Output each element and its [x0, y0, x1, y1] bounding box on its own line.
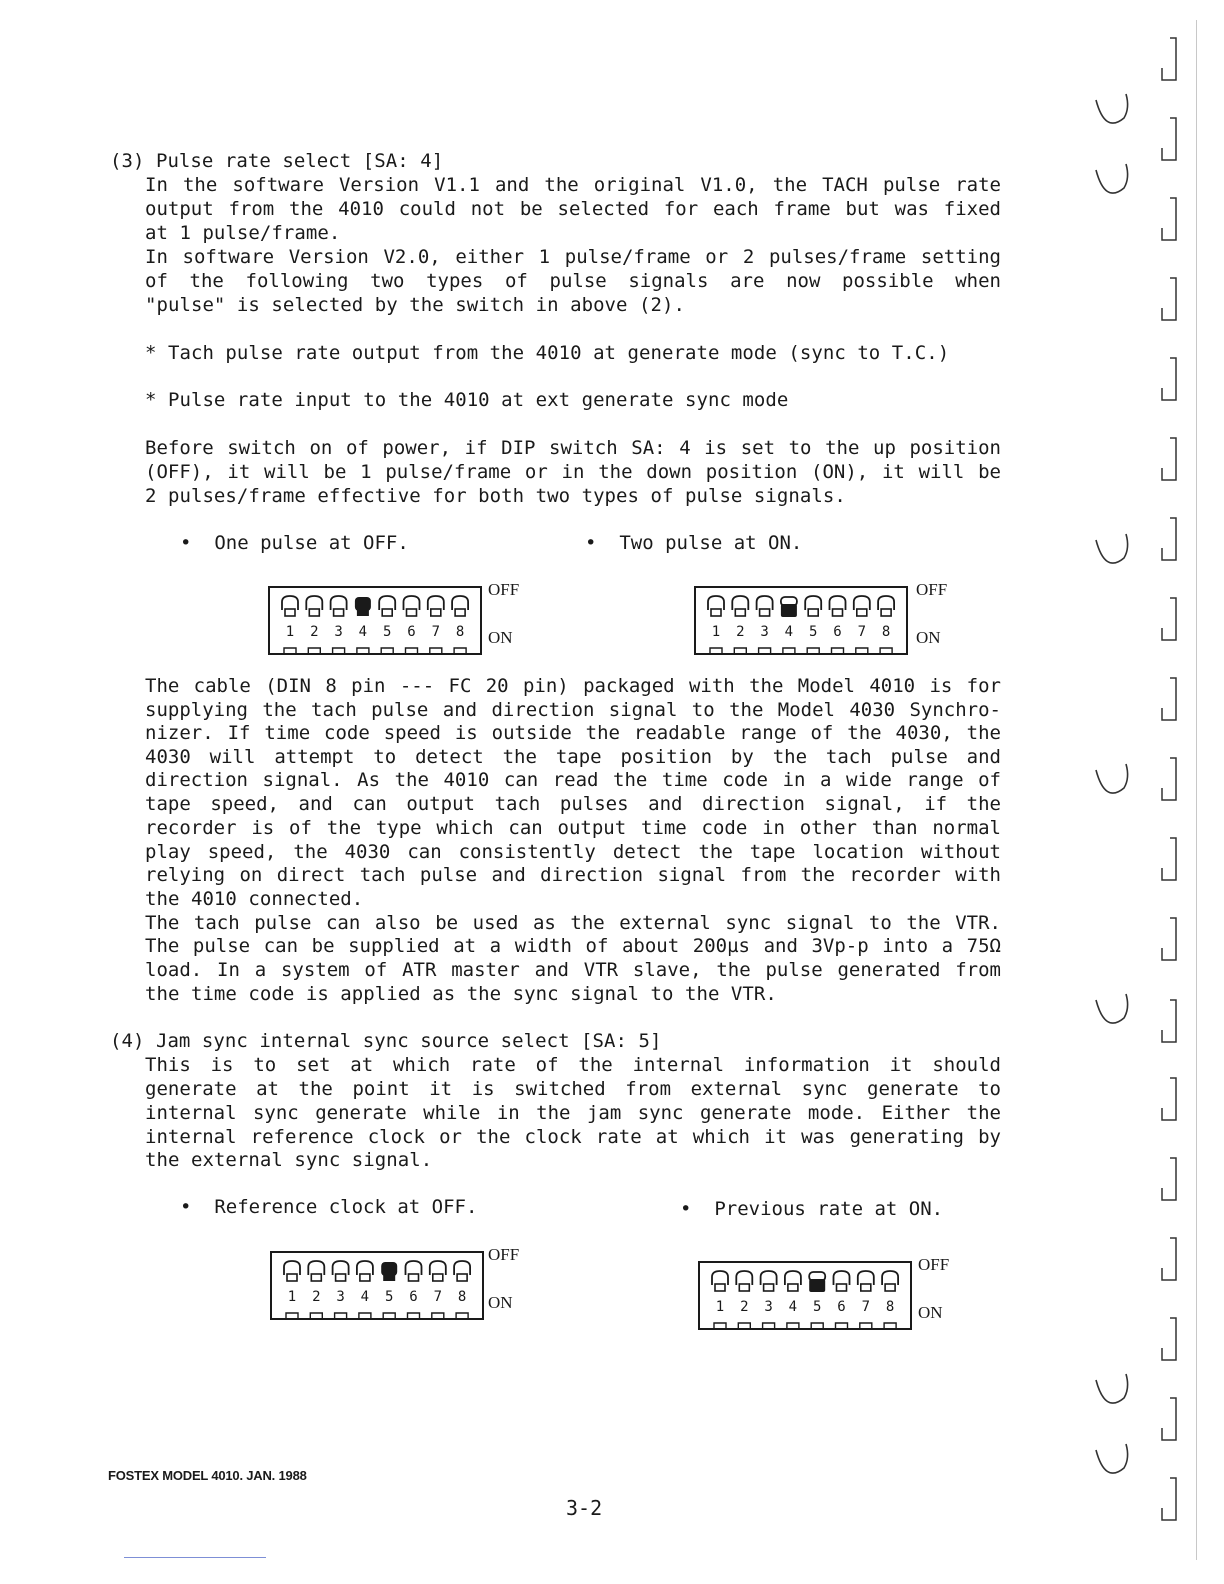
section-3-para2-line3: "pulse" is selected by the switch in above (2).	[145, 294, 685, 316]
bullet-previous-rate-text: Previous rate at ON.	[714, 1198, 944, 1220]
dip-number: 7	[857, 624, 867, 640]
dip-number: 2	[310, 624, 319, 640]
dip-number: 7	[431, 624, 441, 640]
dip-number: 3	[760, 624, 769, 640]
dip-switch-sa4-off	[268, 580, 568, 660]
dip-number: 3	[336, 1289, 345, 1305]
footer-rule	[124, 1557, 266, 1558]
dip-number: 2	[312, 1289, 321, 1305]
dip-switch-sa4-on	[694, 580, 994, 660]
section-3-para4-line7: recorder is of the type which can output time code in other than normal	[145, 817, 1001, 839]
dip-on-label: ON	[916, 628, 941, 647]
section-4-para1-line5: the external sync signal.	[145, 1149, 433, 1171]
dip-number: 1	[711, 624, 721, 640]
binder-bracket	[1162, 1398, 1176, 1440]
dip-switch-2	[736, 1271, 752, 1291]
dip-switch-2	[732, 596, 748, 616]
dip-switch-6	[404, 596, 420, 616]
dip-off-label: OFF	[918, 1255, 950, 1274]
binder-bracket	[1162, 198, 1176, 240]
dip-number: 3	[764, 1299, 773, 1315]
binder-bracket	[1162, 38, 1176, 80]
dip-number: 7	[433, 1289, 443, 1305]
dip-switch-3	[757, 596, 773, 616]
binder-bracket	[1162, 278, 1176, 320]
dip-number: 5	[384, 1289, 394, 1305]
dip-number: 6	[407, 624, 416, 640]
dip-number: 6	[833, 624, 842, 640]
dip-number: 4	[358, 624, 368, 640]
dip-number: 8	[457, 1289, 467, 1305]
dip-number: 6	[409, 1289, 418, 1305]
binder-hole-arc	[1096, 164, 1128, 193]
section-4-para1-line4: internal reference clock or the clock rate at which it was generating by	[145, 1126, 1001, 1148]
star-item-tach-output: * Tach pulse rate output from the 4010 at generate mode (sync to T.C.)	[145, 342, 950, 364]
section-3-para2-line1: In software Version V2.0, either 1 pulse/frame or 2 pulses/frame setting	[145, 246, 1001, 268]
section-3-para4-line2: supplying the tach pulse and direction signal to the Model 4030 Synchro-	[145, 699, 1001, 721]
dip-number: 8	[455, 624, 465, 640]
dip-on-label: ON	[488, 628, 513, 647]
bullet-one-pulse: • One pulse at OFF.	[180, 532, 409, 554]
dip-switch-8	[882, 1271, 898, 1291]
section-4-para1-line3: internal sync generate while in the jam sync generate mode. Either the	[145, 1102, 1001, 1124]
binder-bracket	[1162, 1318, 1176, 1360]
dip-housing	[695, 587, 907, 654]
dip-switch-2	[308, 1261, 324, 1281]
dip-number: 1	[285, 624, 295, 640]
section-3-para4-line5: direction signal. As the 4010 can read the time code in a wide range of	[145, 769, 1001, 791]
dip-switch-4	[357, 1261, 373, 1281]
binder-bracket	[1162, 358, 1176, 400]
dip-switch-5	[381, 1262, 397, 1281]
star-item-pulse-input: * Pulse rate input to the 4010 at ext generate sync mode	[145, 389, 789, 411]
section-3-para4-line9: relying on direct tach pulse and direction signal from the recorder with	[145, 864, 1001, 886]
dip-number: 2	[740, 1299, 749, 1315]
binder-hole-arc	[1096, 994, 1128, 1023]
dip-housing	[699, 1262, 911, 1329]
dip-switch-3	[333, 1261, 349, 1281]
dip-switch-5	[809, 1272, 825, 1292]
bullet-reference-clock: • Reference clock at OFF.	[180, 1196, 478, 1218]
section-3-para5-line4: the time code is applied as the sync signal to the VTR.	[145, 983, 777, 1005]
section-3-para1-line3: at 1 pulse/frame.	[145, 222, 341, 244]
bullet-reference-clock-text: Reference clock at OFF.	[214, 1196, 478, 1218]
dip-switch-sa5-on	[698, 1255, 998, 1335]
binder-hole-arc	[1096, 94, 1128, 123]
binder-bracket	[1162, 1478, 1176, 1520]
binder-hole-arc	[1096, 1444, 1128, 1473]
section-4-para1-line2: generate at the point it is switched from external sync generate to	[145, 1078, 1001, 1100]
section-3-para5-line3: load. In a system of ATR master and VTR slave, the pulse generated from	[145, 959, 1001, 981]
binder-bracket	[1162, 678, 1176, 720]
section-3-para4-line3: nizer. If time code speed is outside the readable range of the 4030, the	[145, 722, 1001, 744]
dip-switch-3	[331, 596, 347, 616]
dip-switch-1	[712, 1271, 728, 1291]
dip-switch-7	[430, 1261, 446, 1281]
binder-hole-arc	[1096, 534, 1128, 563]
dip-off-label: OFF	[916, 580, 948, 599]
dip-on-label: ON	[488, 1293, 513, 1312]
section-3-para4-line1: The cable (DIN 8 pin --- FC 20 pin) packaged with the Model 4010 is for	[145, 675, 1001, 697]
binder-bracket	[1162, 1158, 1176, 1200]
section-3-para3-line3: 2 pulses/frame effective for both two types of pulse signals.	[145, 485, 846, 507]
binder-hole-arc	[1096, 764, 1128, 793]
bullet-two-pulse-text: Two pulse at ON.	[619, 532, 803, 554]
binder-bracket	[1162, 1078, 1176, 1120]
section-3-para3-line1: Before switch on of power, if DIP switch SA: 4 is set to the up position	[145, 437, 1001, 459]
dip-switch-1	[282, 596, 298, 616]
binder-bracket	[1162, 1238, 1176, 1280]
binder-bracket	[1162, 918, 1176, 960]
dip-off-label: OFF	[488, 1245, 520, 1264]
binder-hole-arc	[1096, 1374, 1128, 1403]
margin-rule	[1196, 20, 1197, 1560]
dip-switch-6	[406, 1261, 422, 1281]
dip-number: 2	[736, 624, 745, 640]
dip-off-label: OFF	[488, 580, 520, 599]
dip-number: 6	[837, 1299, 846, 1315]
dip-switch-7	[858, 1271, 874, 1291]
binder-bracket	[1162, 598, 1176, 640]
dip-number: 4	[788, 1299, 798, 1315]
dip-switch-4	[781, 597, 797, 617]
dip-switch-7	[854, 596, 870, 616]
section-3-para3-line2: (OFF), it will be 1 pulse/frame or in the down position (ON), it will be	[145, 461, 1001, 483]
section-3-para4-line4: 4030 will attempt to detect the tape position by the tach pulse and	[145, 746, 1001, 768]
section-3-para4-line6: tape speed, and can output tach pulses and direction signal, if the	[145, 793, 1001, 815]
binder-bracket	[1162, 758, 1176, 800]
dip-switch-sa5-off	[270, 1245, 570, 1325]
dip-number: 4	[784, 624, 794, 640]
dip-switch-3	[761, 1271, 777, 1291]
section-3-para4-line8: play speed, the 4030 can consistently detect the tape location without	[145, 841, 1001, 863]
dip-switch-8	[878, 596, 894, 616]
binder-bracket	[1162, 838, 1176, 880]
dip-number: 3	[334, 624, 343, 640]
dip-number: 8	[881, 624, 891, 640]
section-3-para1-line1: In the software Version V1.1 and the original V1.0, the TACH pulse rate	[145, 174, 1001, 196]
section-3-para5-line1: The tach pulse can also be used as the external sync signal to the VTR.	[145, 912, 1001, 934]
dip-housing	[269, 587, 481, 654]
section-4-heading: (4) Jam sync internal sync source select [SA: 5]	[110, 1030, 662, 1052]
binder-bracket	[1162, 118, 1176, 160]
footer-brand: FOSTEX MODEL 4010. JAN. 1988	[108, 1468, 307, 1483]
dip-number: 1	[715, 1299, 725, 1315]
section-3-para5-line2: The pulse can be supplied at a width of about 200µs and 3Vp-p into a 75Ω	[145, 935, 1001, 957]
dip-switch-5	[805, 596, 821, 616]
dip-number: 1	[287, 1289, 297, 1305]
dip-number: 7	[861, 1299, 871, 1315]
section-3-para2-line2: of the following two types of pulse signals are now possible when	[145, 270, 1001, 292]
section-3-heading: (3) Pulse rate select [SA: 4]	[110, 150, 444, 172]
binder-bracket	[1162, 518, 1176, 560]
section-3-para1-line2: output from the 4010 could not be selected for each frame but was fixed	[145, 198, 1001, 220]
dip-number: 8	[885, 1299, 895, 1315]
dip-switch-2	[306, 596, 322, 616]
dip-switch-8	[452, 596, 468, 616]
dip-number: 4	[360, 1289, 370, 1305]
bullet-two-pulse: • Two pulse at ON.	[585, 532, 803, 554]
dip-switch-8	[454, 1261, 470, 1281]
dip-switch-5	[379, 596, 395, 616]
dip-number: 5	[382, 624, 392, 640]
bullet-one-pulse-text: One pulse at OFF.	[214, 532, 409, 554]
dip-number: 5	[808, 624, 818, 640]
dip-switch-7	[428, 596, 444, 616]
dip-switch-6	[830, 596, 846, 616]
bullet-previous-rate: • Previous rate at ON.	[680, 1198, 944, 1220]
dip-switch-1	[708, 596, 724, 616]
dip-switch-4	[785, 1271, 801, 1291]
dip-switch-1	[284, 1261, 300, 1281]
binder-bracket	[1162, 1000, 1176, 1042]
dip-switch-4	[355, 597, 371, 616]
dip-on-label: ON	[918, 1303, 943, 1322]
section-3-para4-line10: the 4010 connected.	[145, 888, 364, 910]
dip-number: 5	[812, 1299, 822, 1315]
page-number: 3-2	[566, 1496, 603, 1520]
binder-bracket	[1162, 438, 1176, 480]
dip-switch-6	[834, 1271, 850, 1291]
section-4-para1-line1: This is to set at which rate of the internal information it should	[145, 1054, 1001, 1076]
dip-housing	[271, 1252, 483, 1319]
